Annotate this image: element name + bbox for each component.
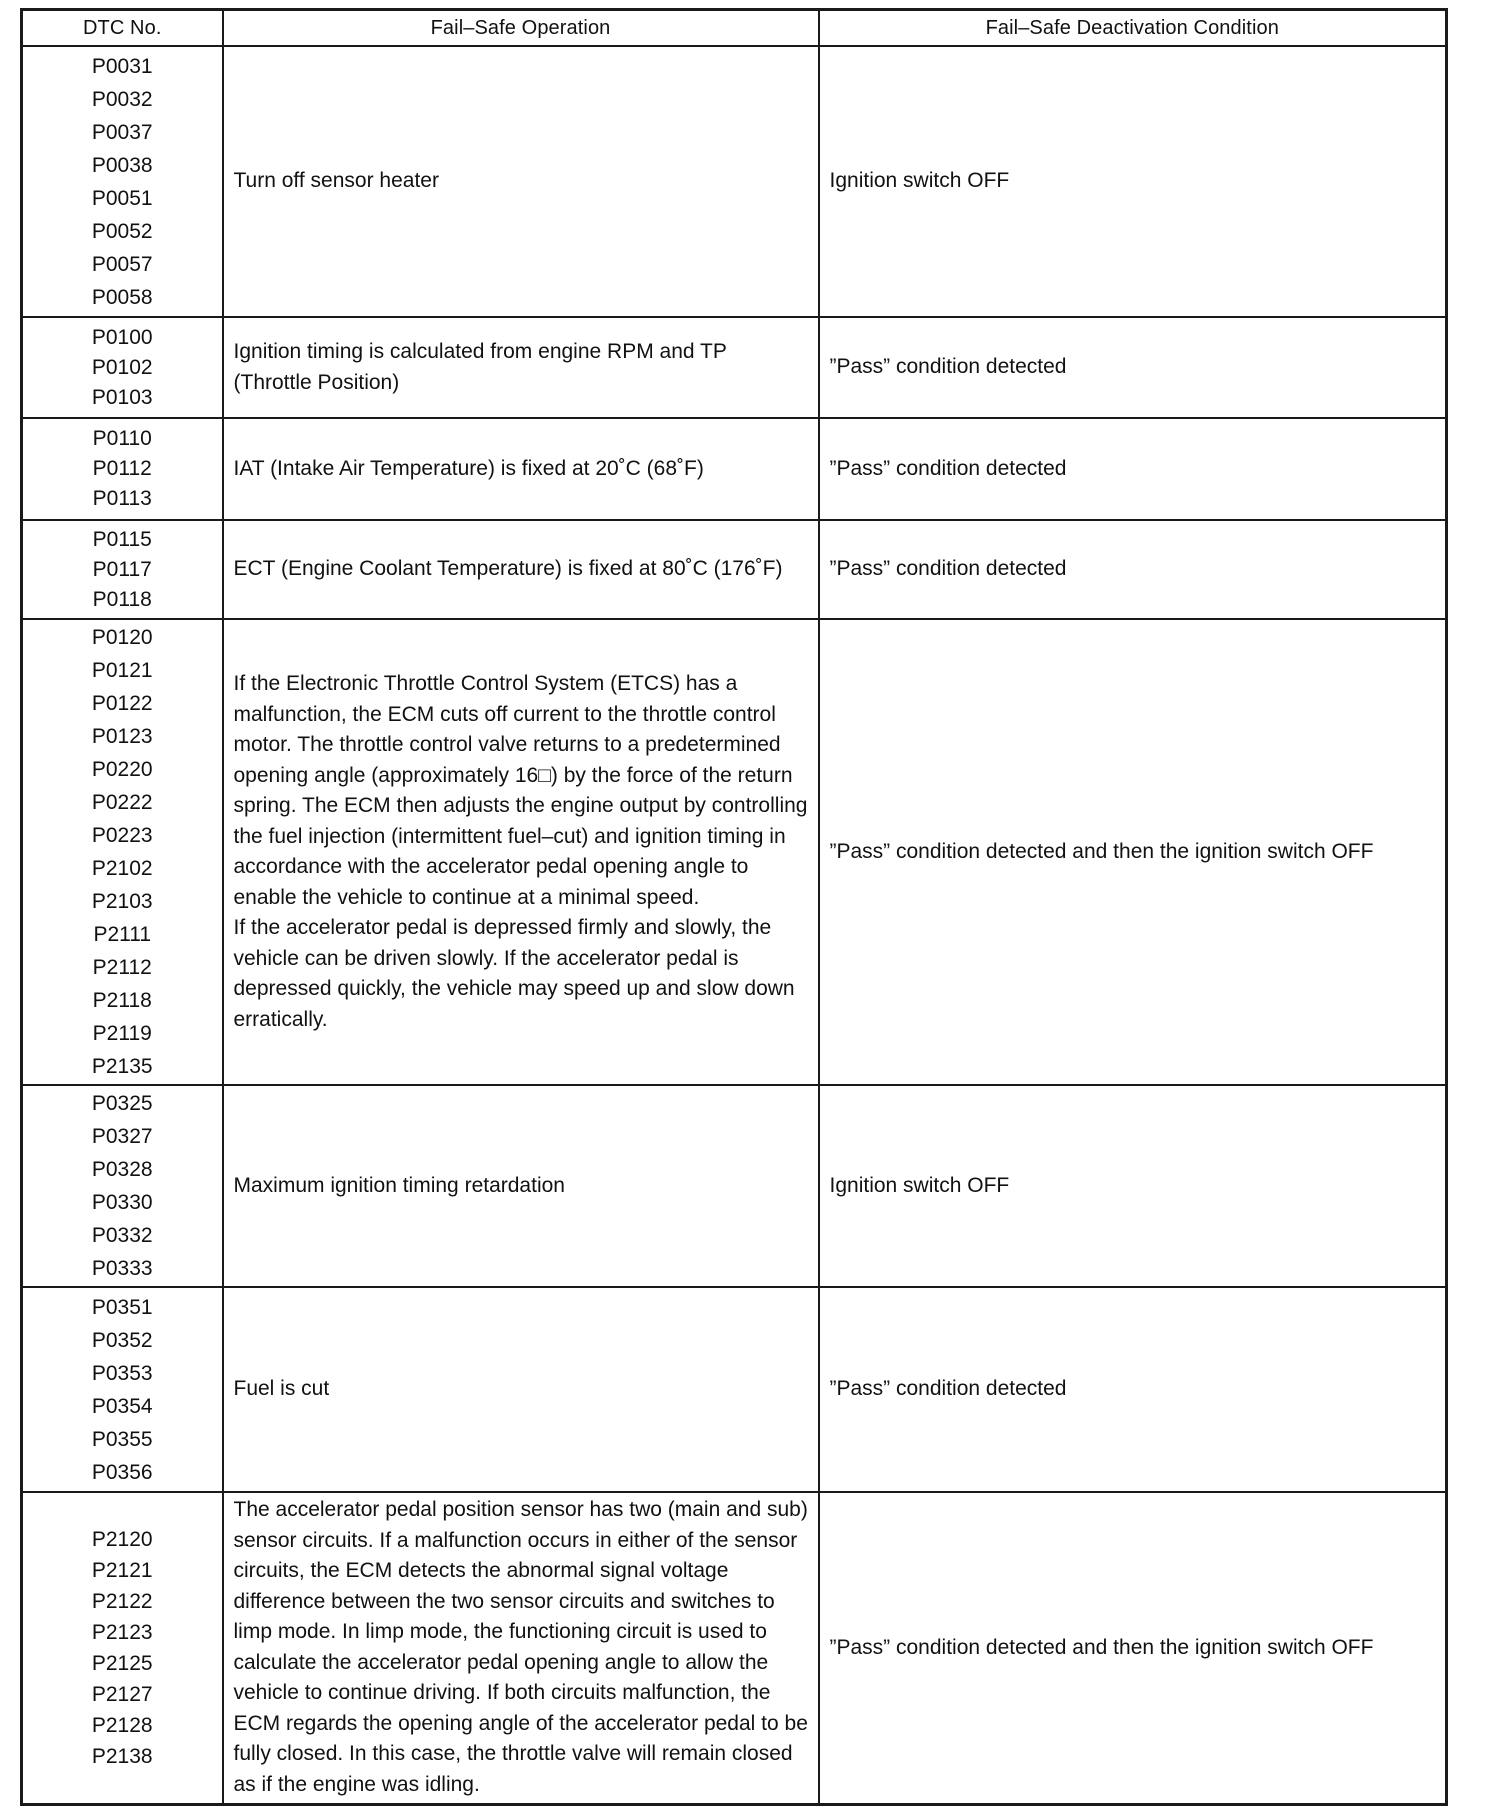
dtc-code: P2120 [91, 1527, 153, 1551]
dtc-code: P0355 [91, 1427, 153, 1451]
dtc-code: P0328 [91, 1158, 153, 1181]
dtc-code: P0325 [91, 1092, 153, 1115]
dtc-code: P0123 [91, 725, 153, 748]
operation-cell: The accelerator pedal position sensor has two (main and sub) sensor circuits. If a malfunction occurs in either of the sensor circuits, the ECM detects the abnormal signal voltage difference between the two sensor circuits and switches to limp mode. In limp mode, the functioning circuit is used to calculate the accelerator pedal opening angle to allow the vehicle to continue driving. If both circuits malfunction, the ECM regards the opening angle of the accelerator pedal to be fully closed. In this case, the throttle valve will remain closed as if the engine was idling. [223, 1492, 819, 1804]
deactivation-cell: Ignition switch OFF [819, 46, 1447, 317]
operation-paragraph: If the accelerator pedal is depressed firmly and slowly, the vehicle can be driven slowly. If the accelerator pedal is depressed quickly, the vehicle may speed up and slow down erratically. [233, 916, 795, 1031]
dtc-codes-cell [22, 418, 223, 520]
dtc-code: P0122 [91, 692, 153, 715]
operation-cell: IAT (Intake Air Temperature) is fixed at 20˚C (68˚F) [223, 418, 819, 520]
dtc-code: P0058 [91, 285, 153, 309]
dtc-code: P0354 [91, 1394, 153, 1418]
deactivation-cell: Ignition switch OFF [819, 1085, 1447, 1287]
dtc-codes-cell [22, 1085, 223, 1287]
dtc-code: P2119 [92, 1022, 152, 1045]
header-row [22, 10, 1447, 47]
dtc-code: P0351 [91, 1295, 153, 1319]
dtc-codes-cell [22, 317, 223, 418]
operation-cell: Fuel is cut [223, 1287, 819, 1492]
dtc-code: P0032 [91, 87, 153, 111]
dtc-code: P0222 [91, 791, 153, 814]
dtc-code: P0330 [91, 1191, 153, 1214]
dtc-code: P0333 [91, 1257, 153, 1280]
dtc-codes-cell [22, 1492, 223, 1804]
dtc-code: P2112 [92, 956, 152, 979]
fail-safe-table [20, 8, 1448, 1806]
dtc-codes-cell [22, 46, 223, 317]
dtc-code: P0356 [91, 1460, 153, 1484]
dtc-code: P0038 [91, 153, 153, 177]
dtc-code: P2121 [91, 1558, 153, 1582]
dtc-code: P0100 [91, 325, 153, 349]
dtc-codes-cell [22, 520, 223, 619]
dtc-codes-cell [22, 1287, 223, 1492]
dtc-code: P2138 [91, 1744, 153, 1768]
deactivation-cell: ”Pass” condition detected [819, 317, 1447, 418]
deactivation-column-header: Fail–Safe Deactivation Condition [819, 10, 1447, 47]
dtc-code: P0102 [91, 355, 153, 379]
dtc-code: P0121 [91, 659, 153, 682]
operation-paragraph: If the Electronic Throttle Control System (ETCS) has a malfunction, the ECM cuts off current to the throttle control motor. The throttle control valve returns to a predetermined opening angle (approximately 16□) by the force of the return spring. The ECM then adjusts the engine output by controlling the fuel injection (intermittent fuel–cut) and ignition timing in accordance with the accelerator pedal opening angle to enable the vehicle to continue at a minimal speed. [233, 672, 808, 909]
operation-cell: ECT (Engine Coolant Temperature) is fixed at 80˚C (176˚F) [223, 520, 819, 619]
deactivation-cell: ”Pass” condition detected and then the ignition switch OFF [819, 1492, 1447, 1804]
dtc-codes-cell [22, 619, 223, 1085]
operation-column-header: Fail–Safe Operation [223, 10, 819, 47]
dtc-code: P0037 [91, 120, 153, 144]
table-row [22, 1085, 1447, 1287]
operation-cell: Maximum ignition timing retardation [223, 1085, 819, 1287]
operation-cell [223, 619, 819, 1085]
dtc-code: P0352 [91, 1328, 153, 1352]
dtc-code: P0052 [91, 219, 153, 243]
operation-cell: Ignition timing is calculated from engine RPM and TP (Throttle Position) [223, 317, 819, 418]
table-row [22, 317, 1447, 418]
deactivation-cell: ”Pass” condition detected [819, 520, 1447, 619]
table-row [22, 619, 1447, 1085]
dtc-code: P2127 [91, 1682, 153, 1706]
dtc-code: P0220 [91, 758, 153, 781]
dtc-code: P0051 [91, 186, 153, 210]
dtc-code: P2122 [91, 1589, 153, 1613]
deactivation-cell: ”Pass” condition detected [819, 1287, 1447, 1492]
table-row [22, 1492, 1447, 1804]
dtc-column-header: DTC No. [22, 10, 223, 47]
dtc-code: P0103 [91, 385, 153, 409]
dtc-code: P2111 [93, 923, 152, 946]
dtc-code: P0112 [92, 457, 152, 480]
dtc-code: P2125 [91, 1651, 153, 1675]
dtc-code: P2102 [91, 857, 153, 880]
dtc-code: P0110 [92, 427, 152, 450]
dtc-code: P0353 [91, 1361, 153, 1385]
dtc-code: P0118 [92, 587, 152, 611]
table-row [22, 418, 1447, 520]
dtc-code: P0117 [92, 557, 152, 581]
dtc-code: P2128 [91, 1713, 153, 1737]
dtc-code: P2123 [91, 1620, 153, 1644]
dtc-code: P0332 [91, 1224, 153, 1247]
dtc-code: P2118 [92, 989, 152, 1012]
dtc-code: P0223 [91, 824, 153, 847]
dtc-code: P2135 [91, 1055, 153, 1078]
dtc-code: P0115 [92, 527, 152, 551]
table-row [22, 46, 1447, 317]
dtc-code: P0120 [91, 626, 153, 649]
dtc-code: P0057 [91, 252, 153, 276]
dtc-code: P2103 [91, 890, 153, 913]
operation-cell: Turn off sensor heater [223, 46, 819, 317]
deactivation-cell: ”Pass” condition detected and then the ignition switch OFF [819, 619, 1447, 1085]
dtc-code: P0031 [91, 54, 153, 78]
table-row [22, 520, 1447, 619]
table-row [22, 1287, 1447, 1492]
dtc-code: P0327 [91, 1125, 153, 1148]
deactivation-cell: ”Pass” condition detected [819, 418, 1447, 520]
dtc-code: P0113 [92, 487, 152, 510]
